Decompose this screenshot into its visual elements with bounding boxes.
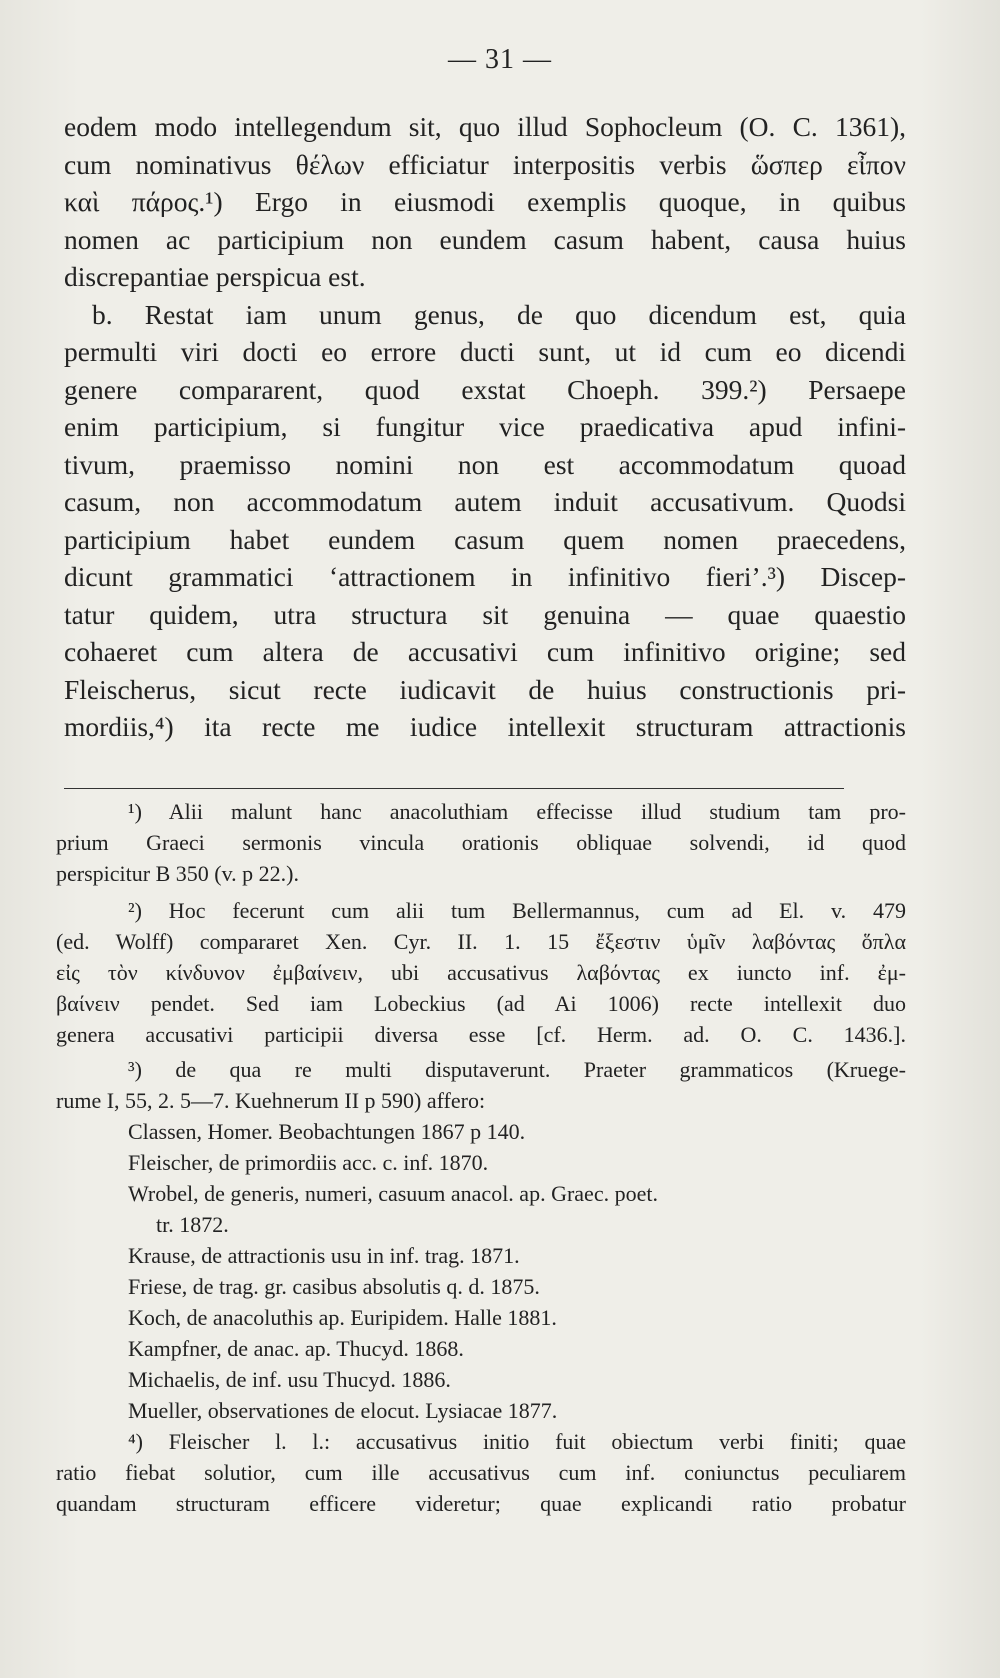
main-line: mordiis,⁴) ita recte me iudice intellexit structuram attractionis — [64, 711, 906, 742]
main-line: enim participium, si fungitur vice praedicativa apud infini- — [64, 411, 906, 442]
footnote-4-line: ratio fiebat solutior, cum ille accusativus cum inf. coniunctus peculiarem — [56, 1460, 906, 1485]
footnotes — [56, 796, 906, 1519]
main-line: tatur quidem, utra structura sit genuina — quae quaestio — [64, 598, 906, 630]
main-line: dicunt grammatici ‘attractionem in infinitivo fieri’.³) Discep- — [64, 561, 906, 592]
main-line: discrepantiae perspicua est. — [64, 261, 366, 292]
main-line: καὶ πάρος.¹) Ergo in eiusmodi exemplis quoque, in quibus — [64, 186, 906, 217]
bibliography-entry: Classen, Homer. Beobachtungen 1867 p 140. — [128, 1119, 526, 1144]
main-line: participium habet eundem casum quem nomen praecedens, — [64, 523, 906, 555]
footnote-2-line: ²) Hoc fecerunt cum alii tum Bellermannus, cum ad El. v. 479 — [128, 898, 906, 923]
main-line: cohaeret cum altera de accusativi cum infinitivo origine; sed — [64, 636, 906, 667]
main-line: Fleischerus, sicut recte iudicavit de huius constructionis pri- — [64, 673, 906, 705]
footnote-separator — [64, 788, 844, 789]
bibliography-entry: Kampfner, de anac. ap. Thucyd. 1868. — [128, 1336, 464, 1361]
footnote-2-line: genera accusativi participii diversa esse [cf. Herm. ad. O. C. 1436.]. — [56, 1022, 906, 1047]
footnote-2-line: (ed. Wolff) compararet Xen. Cyr. II. 1. 15 ἔξεστιν ὑμῖν λαβόντας ὅπλα — [56, 929, 906, 954]
footnote-4-line: ⁴) Fleischer l. l.: accusativus initio fuit obiectum verbi finiti; quae — [128, 1429, 906, 1454]
footnote-3-line: rume I, 55, 2. 5—7. Kuehnerum II p 590) affero: — [56, 1088, 486, 1113]
bibliography-entry: Michaelis, de inf. usu Thucyd. 1886. — [128, 1367, 451, 1392]
footnote-2-line: εἰς τὸν κίνδυνον ἐμβαίνειν, ubi accusativus λαβόντας ex iuncto inf. ἐμ- — [56, 960, 906, 985]
main-line: nomen ac participium non eundem casum habent, causa huius — [64, 223, 906, 255]
main-line: b. Restat iam unum genus, de quo dicendum est, quia — [92, 298, 906, 330]
footnote-1-line: perspicitur B 350 (v. p 22.). — [56, 861, 299, 886]
bibliography-entry: Fleischer, de primordiis acc. c. inf. 1870. — [128, 1150, 489, 1175]
bibliography-entry: Koch, de anacoluthis ap. Euripidem. Halle 1881. — [128, 1305, 557, 1330]
bibliography-entry: Wrobel, de generis, numeri, casuum anacol. ap. Graec. poet. — [128, 1181, 658, 1206]
bibliography-entry: Krause, de attractionis usu in inf. trag. 1871. — [128, 1243, 520, 1268]
bibliography-entry: tr. 1872. — [156, 1212, 229, 1237]
footnote-2-line: βαίνειν pendet. Sed iam Lobeckius (ad Ai 1006) recte intellexit duo — [56, 991, 906, 1016]
footnote-3-line: ³) de qua re multi disputaverunt. Praeter grammaticos (Kruege- — [128, 1057, 906, 1082]
page-number: — 31 — — [448, 44, 552, 75]
main-line: casum, non accommodatum autem induit accusativum. Quodsi — [64, 486, 906, 517]
main-line: permulti viri docti eo errore ducti sunt, ut id cum eo dicendi — [64, 336, 906, 367]
footnote-1-line: ¹) Alii malunt hanc anacoluthiam effecisse illud studium tam pro- — [128, 799, 906, 824]
bibliography-entry: Mueller, observationes de elocut. Lysiacae 1877. — [128, 1398, 558, 1423]
main-line: eodem modo intellegendum sit, quo illud Sophocleum (O. C. 1361), — [64, 111, 906, 142]
footnote-1-line: prium Graeci sermonis vincula orationis obliquae solvendi, id quod — [56, 830, 906, 855]
footnote-4-line: quandam structuram efficere videretur; quae explicandi ratio probatur — [56, 1491, 906, 1516]
main-line: genere compararent, quod exstat Choeph. 399.²) Persaepe — [64, 373, 906, 405]
main-text — [64, 108, 906, 746]
main-line: tivum, praemisso nomini non est accommodatum quoad — [64, 448, 906, 480]
bibliography-entry: Friese, de trag. gr. casibus absolutis q. d. 1875. — [128, 1274, 540, 1299]
main-line: cum nominativus θέλων efficiatur interpositis verbis ὥσπερ εἶπον — [64, 148, 906, 180]
